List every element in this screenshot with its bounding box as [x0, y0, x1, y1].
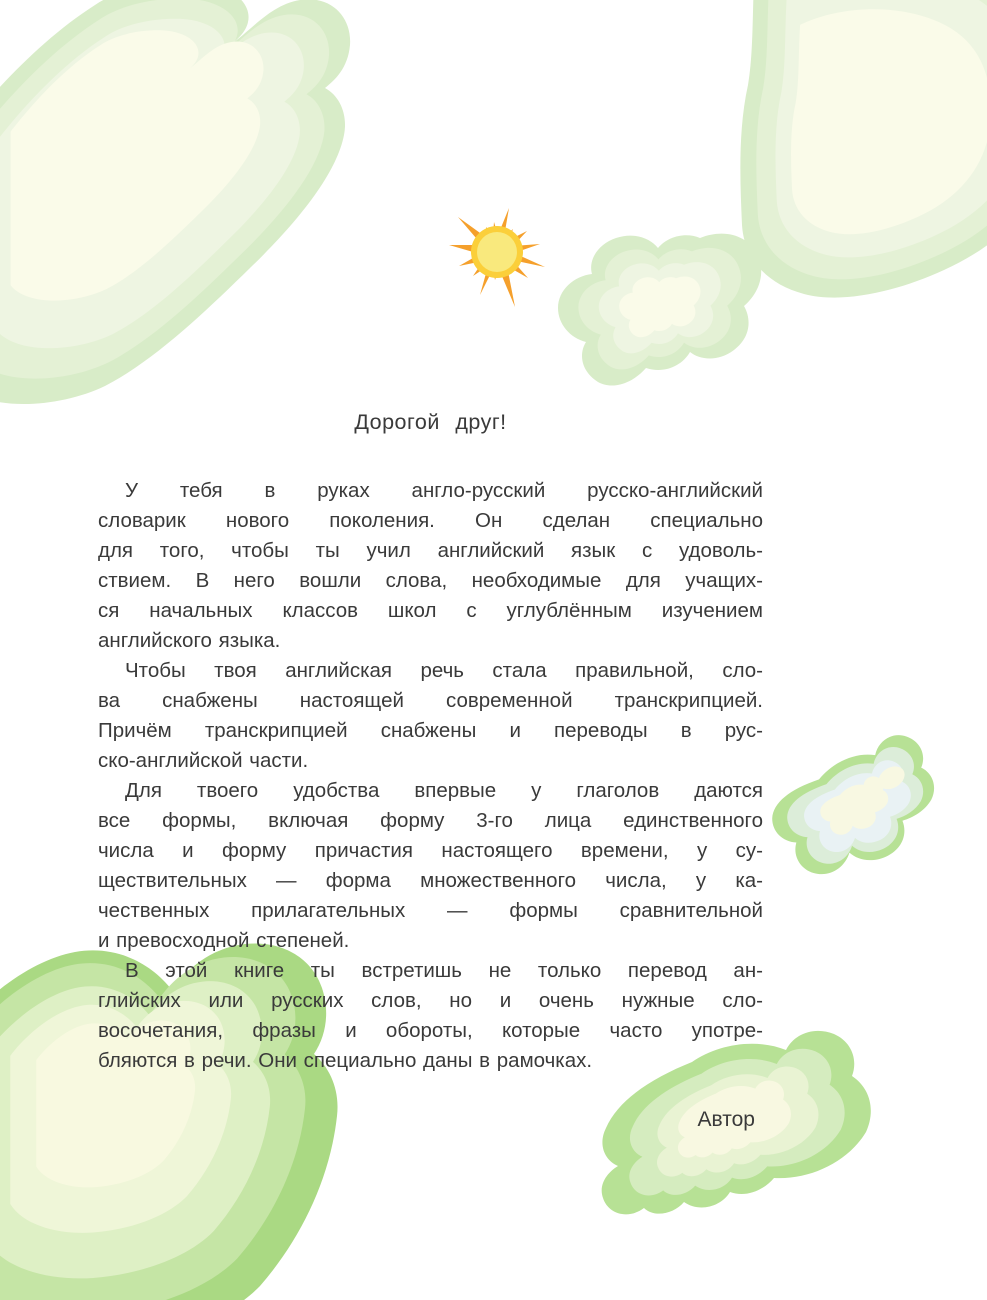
paragraph [98, 476, 763, 656]
text-line: глийских или русских слов, но и очень нужные сло- [98, 989, 763, 1012]
text-line: В этой книге ты встретишь не только перевод ан- [125, 959, 763, 982]
author-signature: Автор [697, 1108, 755, 1131]
decorative-blob-right-middle [772, 735, 934, 874]
text-line: бляются в речи. Они специально даны в рамочках. [98, 1049, 593, 1072]
text-line: ва снабжены настоящей современной транскрипцией. [98, 689, 763, 712]
paragraph [98, 656, 763, 776]
paragraph [98, 776, 763, 956]
text-line: английского языка. [98, 629, 281, 652]
page-title: Дорогой друг! [354, 410, 507, 434]
text-line: ществительных — форма множественного числа, у ка- [98, 869, 763, 892]
text-line: и превосходной степеней. [98, 929, 350, 952]
sun-core [477, 232, 517, 272]
text-line: ствием. В него вошли слова, необходимые для учащих- [98, 569, 763, 592]
decorative-blob-top-left [0, 0, 350, 404]
text-line: восочетания, фразы и обороты, которые часто употре- [98, 1019, 763, 1042]
preface [98, 410, 763, 1132]
text-line: числа и форму причастия настоящего времени, у су- [98, 839, 763, 862]
text-line: все формы, включая форму 3-го лица единственного [98, 809, 763, 832]
text-line: чественных прилагательных — формы сравнительной [98, 899, 763, 922]
text-line: для того, чтобы ты учил английский язык с удоволь- [98, 539, 763, 562]
decorative-blob-top-right [558, 0, 987, 386]
text-line: У тебя в руках англо-русский русско-английский [125, 479, 763, 502]
text-line: Для твоего удобства впервые у глаголов даются [125, 779, 763, 802]
text-line: ся начальных классов школ с углублённым изучением [98, 599, 763, 622]
preface-paragraphs [98, 476, 763, 1076]
text-line: Чтобы твоя английская речь стала правильной, сло- [125, 659, 763, 682]
text-line: Причём транскрипцией снабжены и переводы в рус- [98, 719, 763, 742]
sun-icon [447, 200, 547, 310]
text-line: ско-английской части. [98, 749, 309, 772]
text-line: словарик нового поколения. Он сделан специально [98, 509, 763, 532]
paragraph [98, 956, 763, 1076]
